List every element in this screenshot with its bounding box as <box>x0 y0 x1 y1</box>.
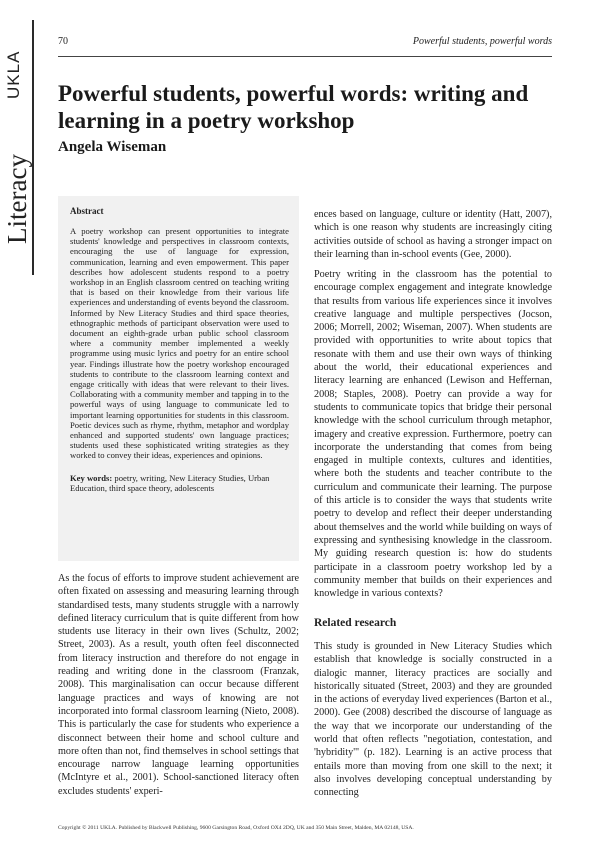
journal-publisher-label: UKLA <box>4 50 23 100</box>
copyright-footer: Copyright © 2011 UKLA. Published by Blackwell Publishing, 9600 Garsington Road, Oxford OX4 2DQ, UK and 350 Main Street, Malden, MA 02148, USA. <box>58 825 414 831</box>
abstract-text: A poetry workshop can present opportunities to integrate students' knowledge and perspectives in classroom contexts, encouraging the use of language for expression, communication, learning and even empowerment. This paper describes how adolescent students respond to a poetry workshop in an English classroom centred on teaching writing that is based on their knowledge from their various life experiences and understanding of events beyond the classroom. Informed by New Literacy Studies and third space theories, ethnographic methods of participant observation were used to document an eighth-grade urban public school classroom where a community member implemented a weekly programme using music lyrics and poetry for an entire school year. Findings illustrate how the poetry workshop encouraged students to contribute to the classroom learning context and engage critically with ideas that were relevant to their lives. Collaborating with a community member and tapping in to the powerful ways of using language to communicate led to important learning opportunities for students in this classroom. Poetic devices such as rhyme, rhythm, metaphor and wordplay enhanced and supported students' own language practices; students used these sophisticated writing strategies as they worked to convey their ideas, experiences and opinions. <box>70 226 289 461</box>
journal-sidebar <box>0 0 36 842</box>
body-paragraph-continued: ences based on language, culture or identity (Hatt, 2007), which is one reason why students are increasingly citing activities outside of school as having a stronger impact on their learning than in-school events (Gee, 2000). <box>314 209 552 260</box>
page-number: 70 <box>58 36 68 47</box>
article-title: Powerful students, powerful words: writing and learning in a poetry workshop <box>58 81 529 133</box>
body-paragraph-poetry: Poetry writing in the classroom has the potential to encourage complex engagement and integrate knowledge that results from various life experiences since it involves creative language and multiple perspectives (Jocson, 2006; Morrell, 2002; Wiseman, 2007). When students are provided with opportunities to write about topics that resonate with them and use their own ways of thinking about the world, their educational experiences and literacy learning are enhanced (Lewison and Heffernan, 2008; Staples, 2008). Poetry can provide a way for students to communicate topics that bridge their personal knowledge with the school curriculum through metaphor, imagery and creative expression. Furthermore, poetry can incorporate the understanding that comes from being engaged in multiple contexts, cultures and identities, where both the students and teacher contribute to the curriculum and communicate their learning. The purpose of this article is to consider the ways that students write poetry to develop and reflect their deeper understanding about themselves and the world while building on ways of expressing and synthesising knowledge in the classroom. My guiding research question is: how do students participate in a classroom poetry workshop led by a community member that builds on their experiences and knowledge in various contexts? <box>314 269 552 600</box>
abstract-heading: Abstract <box>70 206 104 216</box>
keywords-list: poetry, writing, New Literacy Studies, Urban Education, third space theory, adolescents <box>70 472 270 493</box>
keywords-label: Key words: <box>70 472 113 483</box>
page-header <box>58 36 552 52</box>
header-divider <box>58 56 552 57</box>
body-paragraph-related-research: This study is grounded in New Literacy Studies which establish that knowledge is socially constructed in a dialogic manner, literacy practices are socially and historically situated (Street, 2003) and they are grounded in the actions of everyday lived experiences (Barton et al., 2000). Gee (2008) described the discourse of language as the way that we incorporate our understanding of the world that often reflects "negotiation, contestation, and 'hybridity'" (p. 182). Learning is an active process that entails more than moving from one skill to the next; it also involves developing conceptual understanding by connecting <box>314 641 552 799</box>
journal-name-label: Literacy <box>2 154 32 244</box>
keywords <box>70 473 289 493</box>
running-head: Powerful students, powerful words <box>412 36 552 47</box>
body-paragraph-intro: As the focus of efforts to improve student achievement are often fixated on assessing and measuring learning through standardised tests, many students struggle with a narrowly defined literacy curriculum that is quite different from how students use literacy in their own lives (Schultz, 2002; Street, 2003). As a result, youth often feel disconnected from literacy instruction and therefore do not engage in reading and writing done in the classroom (Franzak, 2008). This marginalisation can occur because different language practices and ways of knowing are not incorporated into formal classroom learning (Nieto, 2008). This is particularly the case for students who experience a disconnect between their home and school culture and more often than not, find themselves in school settings that encourage narrow language learning opportunities (McIntyre et al., 2001). School-sanctioned literacy often excludes students' experi- <box>58 573 299 797</box>
section-heading: Related research <box>314 617 397 629</box>
abstract-box <box>58 196 299 561</box>
sidebar-divider <box>32 20 34 275</box>
article-author: Angela Wiseman <box>58 139 167 155</box>
